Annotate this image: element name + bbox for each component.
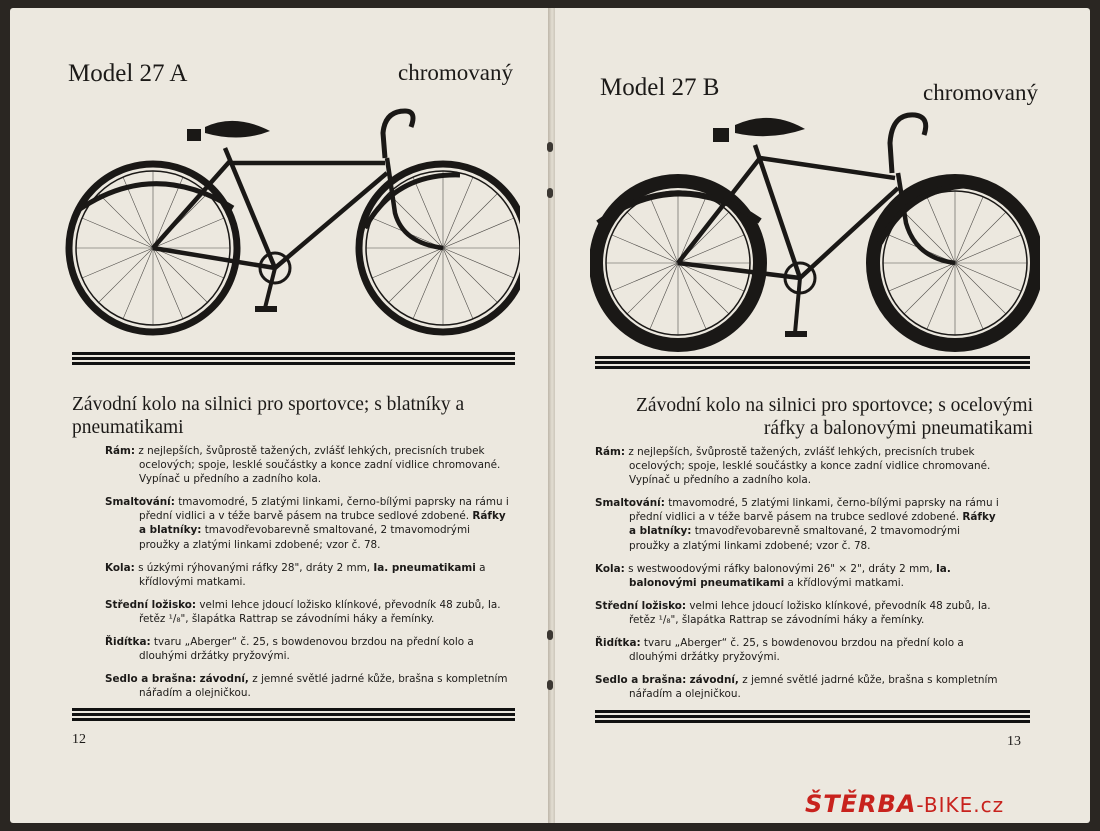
spec-frame: Rám: z nejlepších, švůprostě tažených, zvlášť lehkých, precisních trubek ocelových; spoje, lesklé součástky a konce zadní vidlice chromované. Vypínač u předního a zadního kola. — [595, 446, 991, 487]
page-heading: Závodní kolo na silnici pro sportovce; s blatníky a pneumatikami — [72, 394, 465, 438]
spec-saddle-bag: Sedlo a brašna: závodní, z jemné světlé jadrné kůže, brašna s kompletním nářadím a olejničkou. — [105, 673, 508, 700]
spec-wheels: Kola: s westwoodovými ráfky balonovými 26" × 2", dráty 2 mm, Ia. balonovými pneumatikami a křídlovými matkami. — [595, 562, 951, 589]
left-page — [10, 8, 550, 823]
finish-label: chromovaný — [923, 80, 1038, 105]
decorative-rule-bottom — [72, 708, 515, 721]
binding-hole — [547, 630, 553, 640]
spec-frame: Rám: z nejlepších, švůprostě tažených, zvlášť lehkých, precisních trubek ocelových; spoje, lesklé součástky a konce zadní vidlice chromované. Vypínač u předního a zadního kola. — [105, 445, 501, 486]
spec-enamel: Smaltování: tmavomodré, 5 zlatými linkami, černo-bílými paprsky na rámu i přední vidlici a v téže barvě pásem na trubce sedlové zdobené. Ráfky a blatníky: tmavodřevobarevně smaltované, 2 tmavomodrými proužky a zlatými linkami zdobené; vzor č. 78. — [105, 496, 509, 551]
model-title: Model 27 A — [68, 60, 188, 87]
bicycle-27b-illustration — [590, 103, 1040, 355]
finish-label: chromovaný — [398, 60, 513, 85]
spec-saddle-bag: Sedlo a brašna: závodní, z jemné světlé jadrné kůže, brašna s kompletním nářadím a olejničkou. — [595, 674, 998, 701]
spec-list — [105, 444, 510, 709]
decorative-rule-top — [72, 352, 515, 365]
page-number: 12 — [72, 732, 86, 747]
decorative-rule-bottom — [595, 710, 1030, 723]
model-title: Model 27 B — [600, 74, 720, 101]
decorative-rule-top — [595, 356, 1030, 369]
page-heading: Závodní kolo na silnici pro sportovce; s ocelovými ráfky a balonovými pneumatikami — [636, 395, 1033, 439]
spec-wheels: Kola: s úzkými rýhovanými ráfky 28", dráty 2 mm, Ia. pneumatikami a křídlovými matkami. — [105, 561, 486, 588]
binding-hole — [547, 142, 553, 152]
right-page — [555, 8, 1090, 823]
site-watermark: ŠTĚRBA-BIKE.cz — [805, 790, 1005, 818]
binding-hole — [547, 188, 553, 198]
spec-handlebars: Řidítka: tvaru „Aberger“ č. 25, s bowdenovou brzdou na přední kolo a dlouhými držátky pryžovými. — [595, 637, 964, 664]
spec-bottom-bracket: Střední ložisko: velmi lehce jdoucí ložisko klínkové, převodník 48 zubů, Ia. řetěz ¹/₈", šlapátka Rattrap se závodními háky a řemínky. — [105, 598, 501, 625]
spec-enamel: Smaltování: tmavomodré, 5 zlatými linkami, černo-bílými paprsky na rámu i přední vidlici a v téže barvě pásem na trubce sedlové zdobené. Ráfky a blatníky: tmavodřevobarevně smaltované, 2 tmavomodrými proužky a zlatými linkami zdobené; vzor č. 78. — [595, 497, 999, 552]
spec-list — [595, 445, 1000, 710]
spec-bottom-bracket: Střední ložisko: velmi lehce jdoucí ložisko klínkové, převodník 48 zubů, Ia. řetěz ¹/₈", šlapátka Rattrap se závodními háky a řemínky. — [595, 599, 991, 626]
spec-handlebars: Řidítka: tvaru „Aberger“ č. 25, s bowdenovou brzdou na přední kolo a dlouhými držátky pryžovými. — [105, 636, 474, 663]
page-number: 13 — [1007, 734, 1021, 749]
binding-hole — [547, 680, 553, 690]
bicycle-27a-illustration — [65, 103, 520, 348]
